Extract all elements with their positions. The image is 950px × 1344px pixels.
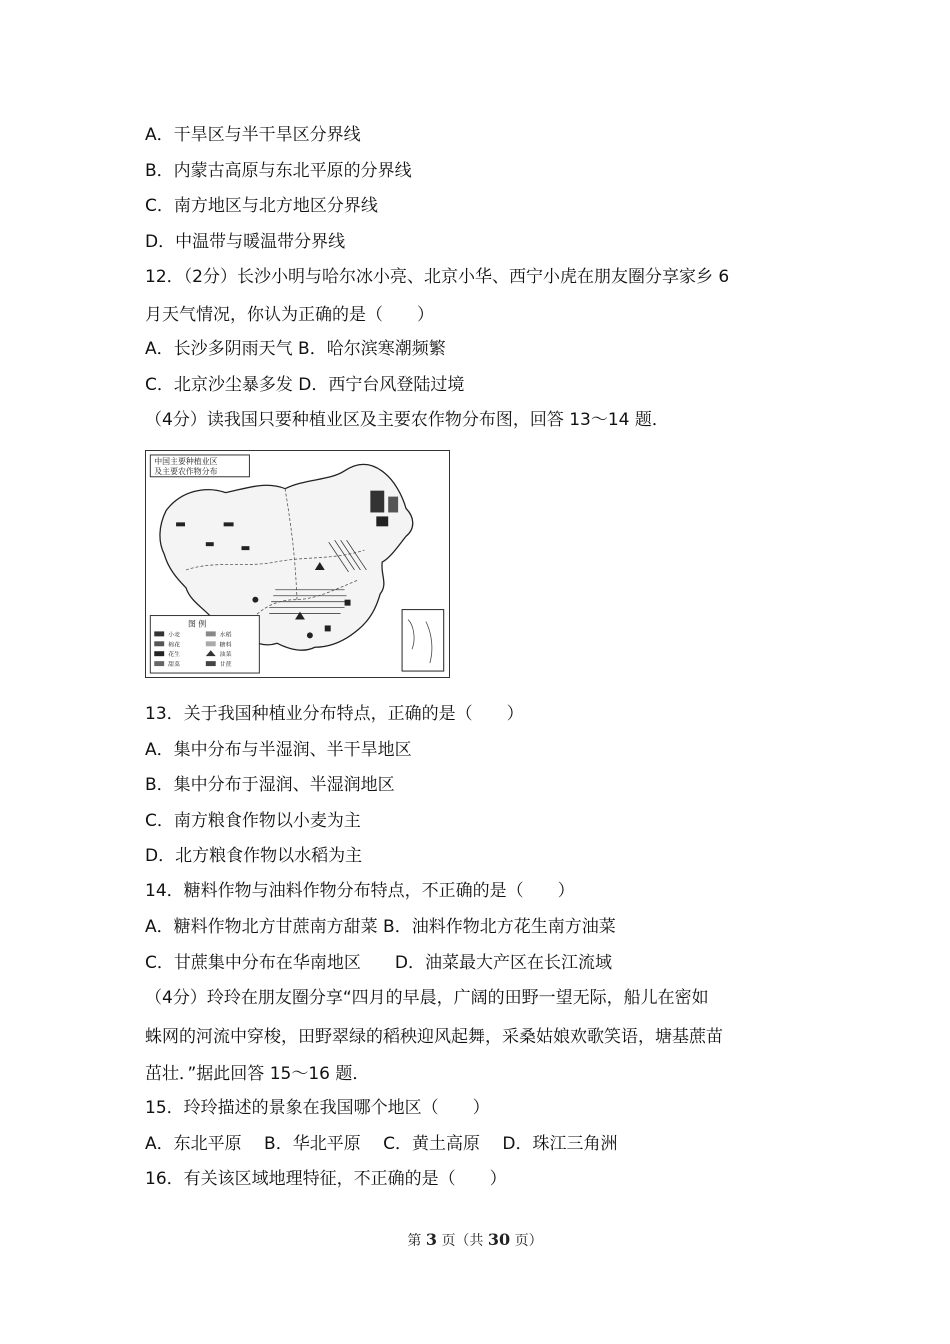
text-line: D．中温带与暖温带分界线 xyxy=(145,232,346,252)
svg-text:水稻: 水稻 xyxy=(219,631,232,639)
svg-text:甘蔗: 甘蔗 xyxy=(219,661,232,669)
footer-total-pages: 30 xyxy=(487,1230,511,1249)
footer-prefix: 第 xyxy=(407,1233,422,1249)
text-line: 12．（2分）长沙小明与哈尔冰小亮、北京小华、西宁小虎在朋友圈分享家乡 6 xyxy=(145,267,730,287)
crop-distribution-map xyxy=(145,450,450,678)
text-line: C．甘蔗集中分布在华南地区 D．油菜最大产区在长江流域 xyxy=(145,953,612,973)
svg-text:甜菜: 甜菜 xyxy=(168,661,181,669)
text-line: A．糖料作物北方甘蔗南方甜菜 B．油料作物北方花生南方油菜 xyxy=(145,917,616,937)
svg-text:油菜: 油菜 xyxy=(219,651,232,659)
text-line: B．内蒙古高原与东北平原的分界线 xyxy=(145,161,412,181)
svg-text:小麦: 小麦 xyxy=(168,631,181,639)
text-line: 月天气情况，你认为正确的是（ ） xyxy=(145,305,434,325)
text-line: 13．关于我国种植业分布特点，正确的是（ ） xyxy=(145,704,524,724)
text-line: D．北方粮食作物以水稻为主 xyxy=(145,846,363,866)
svg-text:花生: 花生 xyxy=(168,651,181,659)
footer-middle: 页（共 xyxy=(441,1233,484,1249)
text-line: 15．玲玲描述的景象在我国哪个地区（ ） xyxy=(145,1098,490,1118)
text-line: 16．有关该区域地理特征，不正确的是（ ） xyxy=(145,1169,507,1189)
svg-text:糖料: 糖料 xyxy=(219,641,232,649)
text-line: C．南方粮食作物以小麦为主 xyxy=(145,811,361,831)
text-line: 蛛网的河流中穿梭，田野翠绿的稻秧迎风起舞，采桑姑娘欢歌笑语，塘基蔗苗 xyxy=(145,1027,723,1047)
text-line: （4分）读我国只要种植业区及主要农作物分布图，回答 13～14 题． xyxy=(145,410,669,430)
map-title-line2: 及主要农作物分布 xyxy=(154,466,218,476)
footer-suffix: 页） xyxy=(514,1233,543,1249)
text-line: （4分）玲玲在朋友圈分享“四月的早晨，广阔的田野一望无际，船儿在密如 xyxy=(145,988,709,1008)
text-line: C．南方地区与北方地区分界线 xyxy=(145,196,378,216)
svg-text:棉花: 棉花 xyxy=(168,641,181,649)
text-line: A．集中分布与半湿润、半干旱地区 xyxy=(145,740,412,760)
text-line: C．北京沙尘暴多发 D．西宁台风登陆过境 xyxy=(145,375,465,395)
text-line: B．集中分布于湿润、半湿润地区 xyxy=(145,775,395,795)
text-line: A．干旱区与半干旱区分界线 xyxy=(145,125,361,145)
map-title-line1: 中国主要种植业区 xyxy=(154,456,218,466)
footer-page-number: 3 xyxy=(425,1230,437,1249)
text-line: A．东北平原 B．华北平原 C．黄土高原 D．珠江三角洲 xyxy=(145,1134,618,1154)
text-line: 茁壮．”据此回答 15～16 题． xyxy=(145,1064,370,1084)
text-line: A．长沙多阴雨天气 B．哈尔滨寒潮频繁 xyxy=(145,339,446,359)
text-line: 14．糖料作物与油料作物分布特点，不正确的是（ ） xyxy=(145,881,575,901)
page-footer xyxy=(0,1230,950,1250)
legend-title: 图 例 xyxy=(187,619,207,629)
